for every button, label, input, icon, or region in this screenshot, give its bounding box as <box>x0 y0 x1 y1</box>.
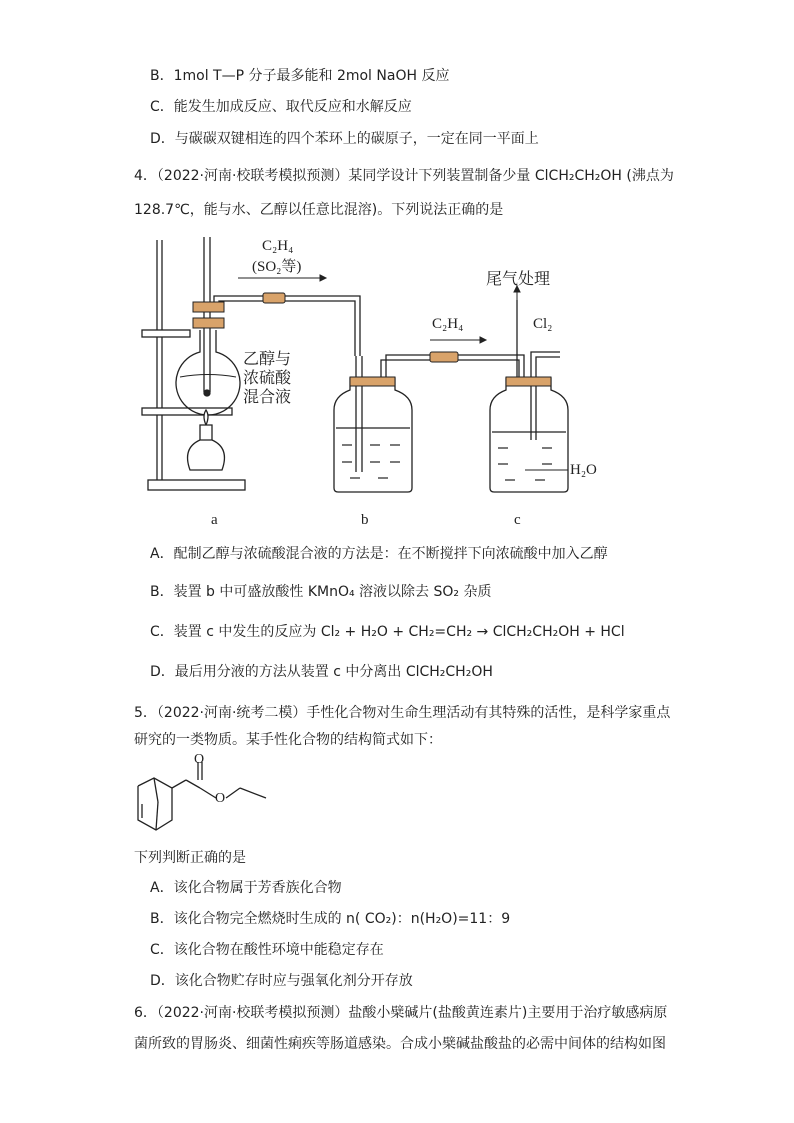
q3-option-b: B．1mol T—P 分子最多能和 2mol NaOH 反应 <box>150 68 450 84</box>
label-a: a <box>211 512 218 528</box>
q3-option-d: D．与碳碳双键相连的四个苯环上的碳原子，一定在同一平面上 <box>150 131 539 147</box>
q6-stem-line1: 6．（2022·河南·校联考模拟预测）盐酸小檗碱片(盐酸黄连素片)主要用于治疗敏感病原 <box>134 1005 668 1021</box>
q5-option-a: A．该化合物属于芳香族化合物 <box>150 880 342 896</box>
q4-option-d: D．最后用分液的方法从装置 c 中分离出 ClCH₂CH₂OH <box>150 664 493 680</box>
q4-stem-line1: 4．（2022·河南·校联考模拟预测）某同学设计下列装置制备少量 ClCH₂CH₂OH (沸点为 <box>134 168 674 184</box>
apparatus-diagram <box>0 0 794 540</box>
q5-option-b: B．该化合物完全燃烧时生成的 n( CO₂)：n(H₂O)=11：9 <box>150 911 511 927</box>
mixture-label-2: 浓硫酸 <box>243 368 292 387</box>
tail-gas-label: 尾气处理 <box>486 269 551 288</box>
q6-stem-line2: 菌所致的胃肠炎、细菌性痢疾等肠道感染。合成小檗碱盐酸盐的必需中间体的结构如图 <box>134 1036 666 1052</box>
ester-oxygen: O <box>215 791 226 806</box>
gas-mid-label: C₂H₄ <box>432 316 464 332</box>
q4-option-b: B．装置 b 中可盛放酸性 KMnO₄ 溶液以除去 SO₂ 杂质 <box>150 584 492 600</box>
cl2-label: Cl₂ <box>533 316 553 332</box>
carbonyl-oxygen: O <box>194 752 205 767</box>
gas-top-label: C₂H₄ <box>262 238 294 254</box>
q5-option-c: C．该化合物在酸性环境中能稳定存在 <box>150 942 384 958</box>
q5-lead: 下列判断正确的是 <box>134 850 246 866</box>
mixture-label-1: 乙醇与 <box>243 349 292 368</box>
mixture-label-3: 混合液 <box>243 387 292 406</box>
q4-option-c: C．装置 c 中发生的反应为 Cl₂ + H₂O + CH₂=CH₂ → ClCH₂CH₂OH + HCl <box>150 624 625 640</box>
q5-stem-line1: 5．（2022·河南·统考二模）手性化合物对生命生理活动有其特殊的活性，是科学家重点 <box>134 705 671 721</box>
gas-top-sub-label: (SO₂等) <box>252 259 302 275</box>
q5-stem-line2: 研究的一类物质。某手性化合物的结构简式如下： <box>134 732 442 748</box>
q5-option-d: D．该化合物贮存时应与强氧化剂分开存放 <box>150 973 413 989</box>
label-b: b <box>361 512 369 528</box>
label-c: c <box>514 512 521 528</box>
water-label: H₂O <box>570 462 597 478</box>
q4-option-a: A．配制乙醇与浓硫酸混合液的方法是：在不断搅拌下向浓硫酸中加入乙醇 <box>150 546 608 562</box>
q3-option-c: C．能发生加成反应、取代反应和水解反应 <box>150 99 412 115</box>
q4-stem-line2: 128.7℃，能与水、乙醇以任意比混溶)。下列说法正确的是 <box>134 202 504 218</box>
